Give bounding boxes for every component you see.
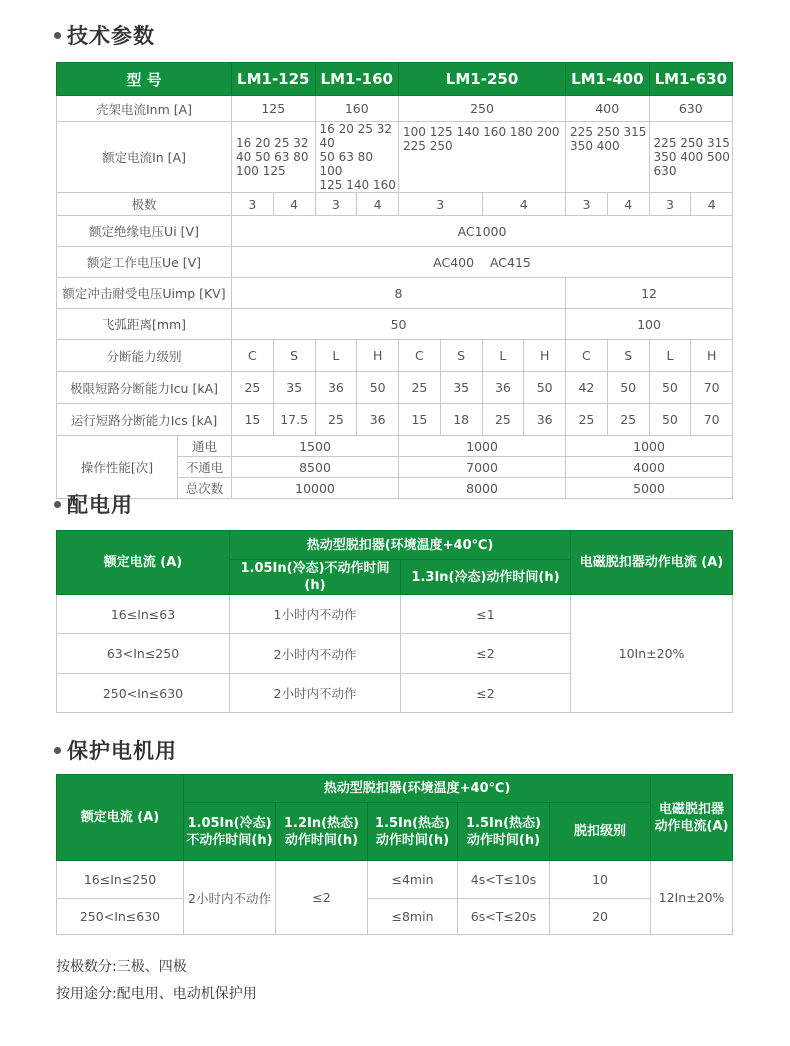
- cell: 42: [566, 372, 608, 404]
- model-header-250: LM1-250: [399, 63, 566, 96]
- cell: [566, 122, 650, 193]
- cell-line: 125 140 160: [319, 178, 396, 192]
- magnetic-header: [651, 775, 733, 861]
- header-line: 动作时间(h): [466, 832, 541, 848]
- header-line: 电磁脱扣器: [659, 801, 725, 817]
- bullet-icon: [54, 501, 61, 508]
- cell: 3: [232, 193, 274, 216]
- trip-header: 1.3In(冷态)动作时间(h): [401, 560, 571, 595]
- cell: 20: [550, 899, 651, 935]
- cell-line: 225 250 315: [653, 136, 730, 150]
- cell-line: 225 250: [403, 139, 453, 153]
- cell: 250<In≤630: [57, 674, 230, 713]
- cell: 10: [550, 861, 651, 899]
- row-label: 额定电流In [A]: [57, 122, 232, 193]
- cell: S: [273, 340, 315, 372]
- cell: 50: [649, 372, 691, 404]
- cell-line: 630: [653, 164, 677, 178]
- cell: H: [357, 340, 399, 372]
- cell: ≤1: [401, 595, 571, 634]
- sub-label: 不通电: [178, 457, 232, 478]
- motor-table: [56, 774, 733, 935]
- row-label: 额定绝缘电压Ui [V]: [57, 216, 232, 247]
- cell: 16≤In≤63: [57, 595, 230, 634]
- row-label: 额定冲击耐受电压Uimp [KV]: [57, 278, 232, 309]
- model-header: 型 号: [57, 63, 232, 96]
- bullet-icon: [54, 747, 61, 754]
- cell: AC400 AC415: [232, 247, 733, 278]
- sub-label: 通电: [178, 436, 232, 457]
- cell: S: [607, 340, 649, 372]
- cell: 36: [357, 404, 399, 436]
- table-row: [57, 372, 733, 404]
- cell: 36: [482, 372, 524, 404]
- thermal-header: 热动型脱扣器(环境温度+40℃): [184, 775, 651, 803]
- cell: 8000: [399, 478, 566, 499]
- bullet-icon: [54, 32, 61, 39]
- table-header-row: [57, 775, 733, 803]
- no-trip-header: 1.05In(冷态)不动作时间(h): [230, 560, 401, 595]
- cell: 36: [524, 404, 566, 436]
- cell: 2小时内不动作: [184, 861, 276, 935]
- cell: 25: [607, 404, 649, 436]
- table-row: [57, 193, 733, 216]
- header-line: 不动作时间(h): [186, 832, 273, 848]
- table-header-row: [57, 63, 733, 96]
- cell: 2小时内不动作: [230, 634, 401, 674]
- cell: [649, 122, 733, 193]
- cell: 15: [399, 404, 441, 436]
- sub-label: 总次数: [178, 478, 232, 499]
- cell: 8: [232, 278, 566, 309]
- cell: 10In±20%: [571, 595, 733, 713]
- table-row: [57, 96, 733, 122]
- cell: 100: [566, 309, 733, 340]
- table-row: [57, 436, 733, 457]
- section-title-tech: [54, 20, 155, 50]
- cell: L: [482, 340, 524, 372]
- header-line: 1.5In(热态): [374, 815, 450, 831]
- cell: C: [232, 340, 274, 372]
- cell: 50: [357, 372, 399, 404]
- cell: 17.5: [273, 404, 315, 436]
- cell: ≤8min: [368, 899, 458, 935]
- cell: 12: [566, 278, 733, 309]
- table-row: [57, 404, 733, 436]
- cell: ≤2: [276, 861, 368, 935]
- row-label: 极限短路分断能力Icu [kA]: [57, 372, 232, 404]
- header-line: 1.5In(热态): [465, 815, 541, 831]
- cell: 18: [440, 404, 482, 436]
- model-header-400: LM1-400: [566, 63, 650, 96]
- footer-note-usage: 按用途分:配电用、电动机保护用: [56, 986, 257, 1002]
- row-label: 分断能力级别: [57, 340, 232, 372]
- table-row: [57, 595, 733, 634]
- cell: 4: [273, 193, 315, 216]
- header-line: 1.05In(冷态): [187, 815, 272, 831]
- header-line: 1.2In(热态): [283, 815, 359, 831]
- row-label: 飞弧距离[mm]: [57, 309, 232, 340]
- section-title-text: 技术参数: [67, 24, 155, 48]
- table-row: [57, 278, 733, 309]
- table-row: [57, 216, 733, 247]
- cell: C: [566, 340, 608, 372]
- thermal-header: 热动型脱扣器(环境温度+40℃): [230, 531, 571, 560]
- model-header-125: LM1-125: [232, 63, 316, 96]
- cell: 4: [482, 193, 566, 216]
- cell: 3: [315, 193, 357, 216]
- cell: [232, 122, 316, 193]
- cell: 7000: [399, 457, 566, 478]
- cell: 1000: [399, 436, 566, 457]
- cell: 630: [649, 96, 733, 122]
- cell: 4s<T≤10s: [458, 861, 550, 899]
- cell-line: 350 400 500: [653, 150, 730, 164]
- table-row: [57, 247, 733, 278]
- row-label: 操作性能[次]: [57, 436, 178, 499]
- rated-current-header: 额定电流 (A): [57, 531, 230, 595]
- cell: 2小时内不动作: [230, 674, 401, 713]
- cell: 5000: [566, 478, 733, 499]
- cell: 25: [232, 372, 274, 404]
- table-header-row: [57, 531, 733, 560]
- cell: H: [691, 340, 733, 372]
- cell: 50: [232, 309, 566, 340]
- cell: 70: [691, 404, 733, 436]
- sub-header: [458, 803, 550, 861]
- cell: 25: [315, 404, 357, 436]
- cell: 50: [649, 404, 691, 436]
- cell: 50: [524, 372, 566, 404]
- trip-class-header: 脱扣级别: [550, 803, 651, 861]
- cell-line: 100 125 140 160 180 200: [403, 125, 560, 139]
- table-row: [57, 340, 733, 372]
- cell: 6s<T≤20s: [458, 899, 550, 935]
- cell: ≤2: [401, 674, 571, 713]
- table-row: [57, 861, 733, 899]
- cell: 400: [566, 96, 650, 122]
- cell: 15: [232, 404, 274, 436]
- table-row: [57, 309, 733, 340]
- magnetic-header: 电磁脱扣器动作电流 (A): [571, 531, 733, 595]
- cell: 70: [691, 372, 733, 404]
- section-title-motor: [54, 735, 177, 765]
- cell-line: 50 63 80 100: [319, 150, 373, 178]
- cell: [399, 122, 566, 193]
- cell: 35: [273, 372, 315, 404]
- row-label: 壳架电流Inm [A]: [57, 96, 232, 122]
- cell: 4: [607, 193, 649, 216]
- sub-header: [184, 803, 276, 861]
- cell-line: 100 125: [236, 164, 286, 178]
- cell: 12In±20%: [651, 861, 733, 935]
- header-line: 动作时间(h): [375, 832, 450, 848]
- header-line: 动作时间(h): [284, 832, 359, 848]
- sub-header: [368, 803, 458, 861]
- sub-header: [276, 803, 368, 861]
- cell: 250: [399, 96, 566, 122]
- model-header-630: LM1-630: [649, 63, 733, 96]
- cell: 160: [315, 96, 399, 122]
- cell-line: 16 20 25 32: [236, 136, 309, 150]
- cell: 250<In≤630: [57, 899, 184, 935]
- cell-line: 350 400: [570, 139, 620, 153]
- table-row: [57, 899, 733, 935]
- cell: 35: [440, 372, 482, 404]
- cell: 63<In≤250: [57, 634, 230, 674]
- cell: 4: [357, 193, 399, 216]
- cell: C: [399, 340, 441, 372]
- cell: [315, 122, 399, 193]
- cell: L: [315, 340, 357, 372]
- footer-note-poles: 按极数分:三极、四极: [56, 959, 187, 975]
- cell: 10000: [232, 478, 399, 499]
- table-row: [57, 122, 733, 193]
- cell: 1500: [232, 436, 399, 457]
- cell: H: [524, 340, 566, 372]
- cell: 1小时内不动作: [230, 595, 401, 634]
- cell: AC1000: [232, 216, 733, 247]
- cell: 25: [399, 372, 441, 404]
- section-title-distribution: [54, 489, 133, 519]
- cell: 50: [607, 372, 649, 404]
- cell-line: 225 250 315: [570, 125, 647, 139]
- model-header-160: LM1-160: [315, 63, 399, 96]
- header-line: 动作电流(A): [654, 818, 729, 834]
- cell: 3: [649, 193, 691, 216]
- cell: 3: [399, 193, 483, 216]
- cell: 125: [232, 96, 316, 122]
- cell: 25: [566, 404, 608, 436]
- rated-current-header: 额定电流 (A): [57, 775, 184, 861]
- cell: 25: [482, 404, 524, 436]
- tech-params-table: [56, 62, 733, 499]
- cell: 36: [315, 372, 357, 404]
- cell: 16≤In≤250: [57, 861, 184, 899]
- cell: 8500: [232, 457, 399, 478]
- cell-line: 16 20 25 32 40: [319, 122, 393, 150]
- cell-line: 40 50 63 80: [236, 150, 309, 164]
- section-title-text: 配电用: [67, 493, 133, 517]
- cell: S: [440, 340, 482, 372]
- cell: 3: [566, 193, 608, 216]
- row-label: 极数: [57, 193, 232, 216]
- cell: 1000: [566, 436, 733, 457]
- cell: ≤2: [401, 634, 571, 674]
- section-title-text: 保护电机用: [67, 739, 177, 763]
- row-label: 运行短路分断能力Ics [kA]: [57, 404, 232, 436]
- cell: L: [649, 340, 691, 372]
- row-label: 额定工作电压Ue [V]: [57, 247, 232, 278]
- cell: 4: [691, 193, 733, 216]
- cell: 4000: [566, 457, 733, 478]
- distribution-table: [56, 530, 733, 713]
- cell: ≤4min: [368, 861, 458, 899]
